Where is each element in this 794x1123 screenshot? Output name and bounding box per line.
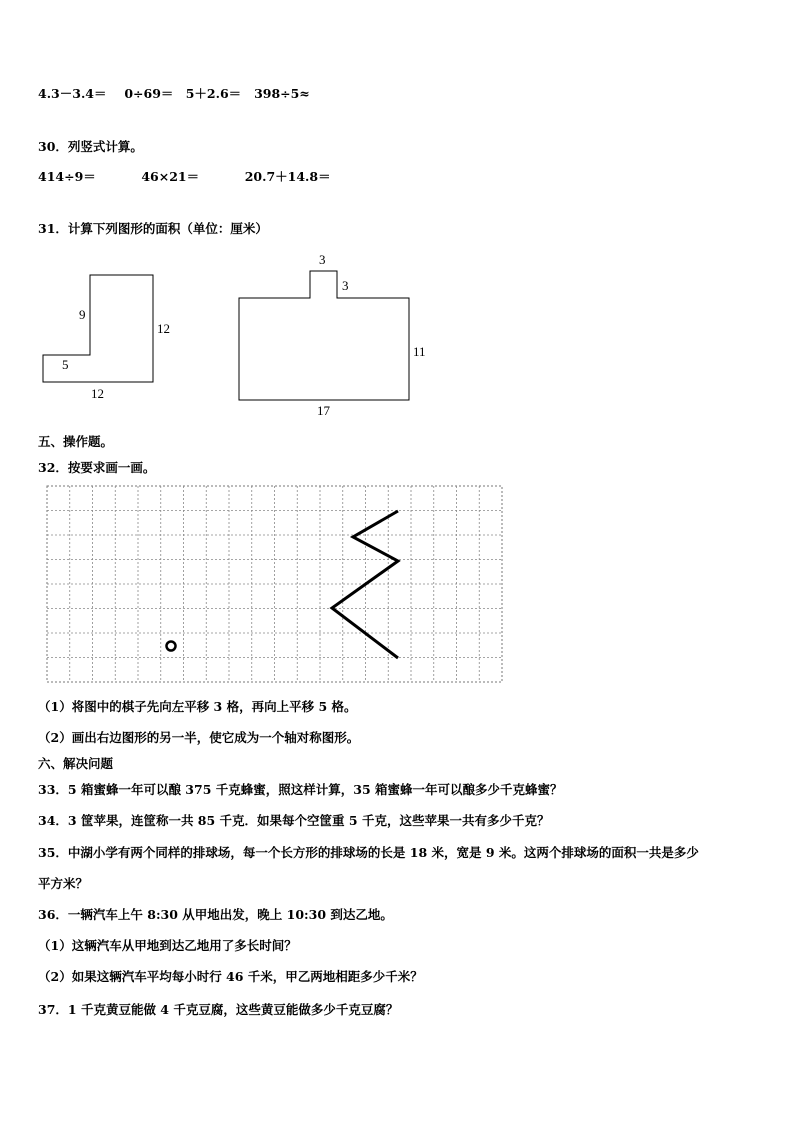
label-left-height: 9 [79,307,86,322]
q36-sub2: （2）如果这辆汽车平均每小时行 46 千米，甲乙两地相距多少千米？ [38,969,423,984]
q36-title: 36．一辆汽车上午 8:30 从甲地出发，晚上 10:30 到达乙地。 [38,907,393,922]
q37-text: 37．1 千克黄豆能做 4 千克豆腐，这些黄豆能做多少千克豆腐？ [38,1002,399,1017]
q33-text: 33．5 箱蜜蜂一年可以酿 375 千克蜂蜜，照这样计算，35 箱蜜蜂一年可以酿多少千克蜂蜜？ [38,782,563,797]
vertical-calc-item: 46×21＝ [141,169,200,184]
vertical-calc-item: 414÷9＝ [38,169,96,184]
section-heading: 五、操作题。 [38,434,114,449]
q30-title: 30．列竖式计算。 [38,139,143,154]
q34-text: 34．3 筐苹果，连筐称一共 85 千克．如果每个空筐重 5 千克，这些苹果一共有多少千克？ [38,813,550,828]
label-right-height: 12 [157,321,170,336]
q32-sub2: （2）画出右边图形的另一半，使它成为一个轴对称图形。 [38,730,360,745]
l-shape-figure [43,275,153,382]
calc-item: 398÷5≈ [254,86,310,101]
label-tab-width: 3 [319,252,326,267]
vertical-calc-item: 20.7＋14.8＝ [244,169,331,184]
label-bottom-width: 17 [317,403,330,418]
tab-rectangle-figure [239,271,409,400]
grid-paper [47,486,502,682]
q32-sub1: （1）将图中的棋子先向左平移 3 格，再向上平移 5 格。 [38,699,357,714]
label-bottom-width: 12 [91,386,104,401]
q31-title: 31．计算下列图形的面积（单位：厘米） [38,221,268,236]
calc-item: 0÷69＝ [124,86,174,101]
label-step-width: 5 [62,357,69,372]
q32-title: 32．按要求画一画。 [38,460,156,475]
calc-item: 4.3－3.4＝ [38,86,107,101]
chess-piece-icon [167,642,176,651]
q35-text: 35．中湖小学有两个同样的排球场，每一个长方形的排球场的长是 18 米，宽是 9 米。这两个排球场的面积一共是多少 [38,845,699,860]
q36-sub1: （1）这辆汽车从甲地到达乙地用了多长时间？ [38,938,297,953]
calc-item: 5＋2.6＝ [185,86,242,101]
q35-text-cont: 平方米？ [38,876,89,891]
label-tab-height: 3 [342,278,349,293]
section-heading: 六、解决问题 [38,756,114,771]
label-right-height: 11 [413,344,426,359]
